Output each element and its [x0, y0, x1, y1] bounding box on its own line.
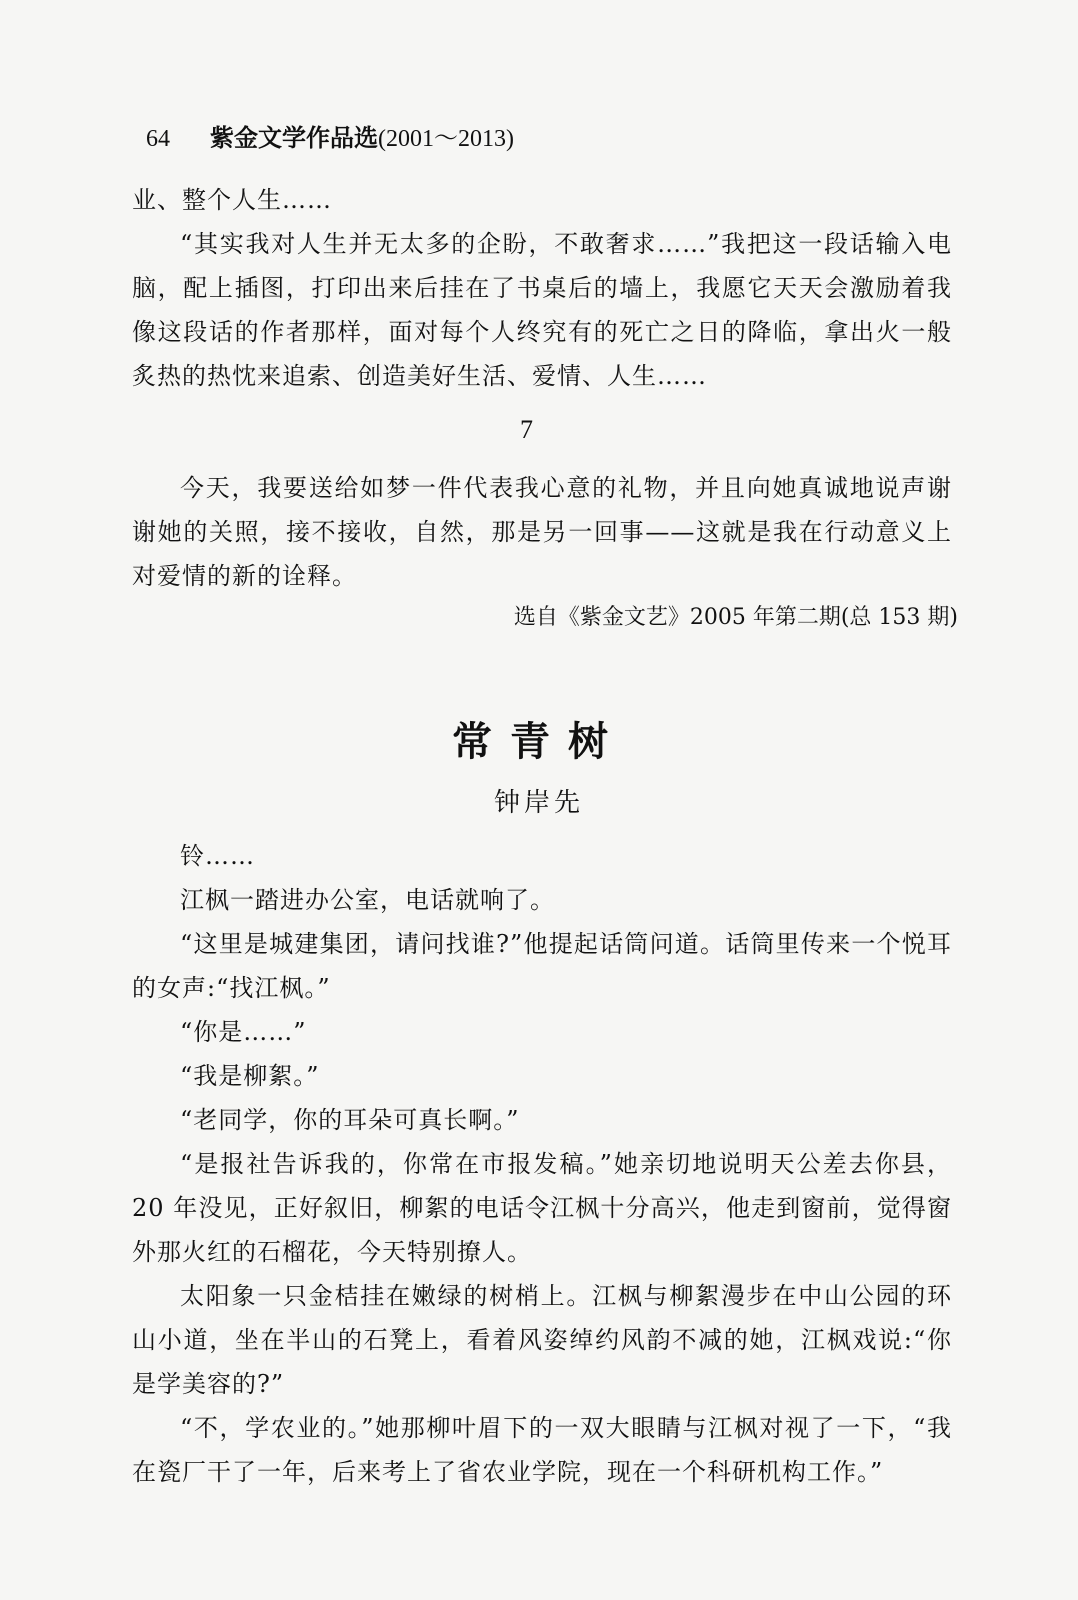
paragraph: 太阳象一只金桔挂在嫩绿的树梢上。江枫与柳絮漫步在中山公园的环山小道，坐在半山的石凳上，看着风姿绰约风韵不减的她，江枫戏说:“你是学美容的?”: [132, 1282, 952, 1398]
page-number: 64: [146, 126, 170, 152]
paragraph: 今天，我要送给如梦一件代表我心意的礼物，并且向她真诚地说声谢谢她的关照，接不接收，自然，那是另一回事——这就是我在行动意义上对爱情的新的诠释。: [132, 474, 952, 590]
book-title: 紫金文学作品选: [210, 124, 378, 152]
paragraph: “这里是城建集团，请问找谁?”他提起话筒问道。话筒里传来一个悦耳的女声:“找江枫。”: [132, 930, 952, 1002]
previous-article-body: [132, 178, 952, 398]
paragraph: “是报社告诉我的，你常在市报发稿。”她亲切地说明天公差去你县，20 年没见，正好叙旧，柳絮的电话令江枫十分高兴，他走到窗前，觉得窗外那火红的石榴花，今天特别撩人。: [132, 1150, 952, 1266]
section-number: 7: [520, 415, 533, 444]
article-author: 钟岸先: [493, 788, 584, 818]
article-body: [132, 834, 952, 1494]
paragraph: 江枫一踏进办公室，电话就响了。: [180, 886, 555, 914]
book-year-range: (2001～2013): [378, 126, 514, 152]
running-header: [146, 118, 514, 159]
paragraph: “其实我对人生并无太多的企盼，不敢奢求……”我把这一段话输入电脑，配上插图，打印出来后挂在了书桌后的墙上，我愿它天天会激励着我像这段话的作者那样，面对每个人终究有的死亡之日的降临，拿出火一般炙热的热忱来追索、创造美好生活、爱情、人生……: [132, 230, 952, 390]
paragraph: 铃……: [180, 842, 255, 870]
article-title: 常青树: [452, 719, 626, 765]
paragraph: 业、整个人生……: [132, 186, 332, 214]
paragraph: “你是……”: [180, 1018, 307, 1046]
previous-article-ending: [132, 466, 952, 598]
paragraph: “老同学，你的耳朵可真长啊。”: [180, 1106, 520, 1134]
paragraph: “我是柳絮。”: [180, 1062, 320, 1090]
source-note: 选自《紫金文艺》2005 年第二期(总 153 期): [513, 605, 958, 630]
paragraph: “不，学农业的。”她那柳叶眉下的一双大眼睛与江枫对视了一下，“我在瓷厂干了一年，后来考上了省农业学院，现在一个科研机构工作。”: [132, 1414, 952, 1486]
